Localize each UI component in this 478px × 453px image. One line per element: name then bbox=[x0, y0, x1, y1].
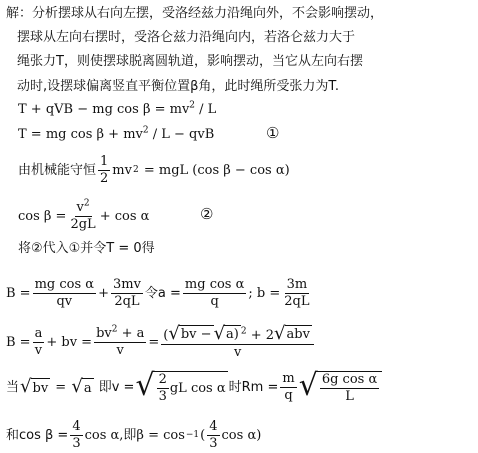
b2-frac-3-num: ( √ bv − √ a) $^2$ + 2 √ abv bbox=[161, 325, 314, 345]
sqrt-rm: √ $\frac{\text{6g cos α}}{L}$ bbox=[299, 371, 383, 403]
last-frac-1-num: 4 bbox=[72, 419, 81, 434]
b2-frac-3-den: v bbox=[233, 345, 242, 360]
b1-lhs: B = bbox=[6, 285, 31, 301]
cos-beta-denominator: 2gL bbox=[70, 216, 96, 232]
b1-frac-a-num: mg cos α bbox=[184, 277, 245, 292]
equation-1-exp: 2 bbox=[189, 100, 196, 111]
energy-equality: = mgL (cos β − cos α) bbox=[139, 162, 290, 178]
cos-beta-fraction bbox=[68, 198, 97, 232]
equation-2 bbox=[18, 125, 215, 142]
energy-conservation-label: 由机械能守恒 bbox=[18, 162, 97, 178]
equation-1-main: T + qVB − mg cos β = mv bbox=[18, 102, 190, 117]
equation-1 bbox=[18, 100, 217, 117]
last-tail: cos α) bbox=[221, 427, 262, 443]
energy-conservation-equation: 由机械能守恒 $\frac{1}{2}$ mv 2 = mgL (cos β − cos α) bbox=[18, 154, 290, 186]
b1-frac-b-num: 3m bbox=[286, 277, 308, 292]
last-frac-1 bbox=[70, 420, 82, 450]
b1-let: 令a = bbox=[144, 285, 181, 301]
minimum-condition-equation bbox=[6, 368, 382, 404]
b1-sep: ; b = bbox=[248, 285, 281, 301]
substitution-line: 将②代入①并令T = 0得 bbox=[18, 241, 155, 256]
b2-eq: = bbox=[148, 334, 160, 350]
b2-frac-1 bbox=[33, 327, 45, 357]
b1-frac-2-den: 2qL bbox=[114, 293, 140, 309]
cos-beta-numerator: $v^2$ bbox=[76, 198, 90, 215]
equation-mark-2: ② bbox=[200, 205, 214, 223]
rm-fraction bbox=[280, 372, 296, 402]
rm-den: q bbox=[284, 387, 293, 403]
b2-frac-1-num: a bbox=[34, 326, 43, 342]
last-frac-2-num: 4 bbox=[209, 419, 218, 434]
equation-2-tail: / L − qvB bbox=[148, 127, 215, 142]
b-equation-2 bbox=[6, 325, 315, 360]
b1-frac-a bbox=[183, 278, 246, 308]
text-line-3: 绳张力T，则使摆球脱离圆轨道，影响摆动，当它从左向右摆 bbox=[17, 54, 363, 69]
b1-frac-2 bbox=[111, 278, 143, 308]
last-mid: cos α,即β = cos bbox=[84, 427, 185, 443]
b1-frac-1-num: mg cos α bbox=[34, 277, 95, 292]
sqrt-velocity: √ $\frac{2}{3}$ gL cos α bbox=[135, 368, 226, 404]
last-frac-2 bbox=[207, 420, 219, 450]
b1-frac-1-den: qv bbox=[56, 293, 73, 309]
half-denominator: 2 bbox=[100, 170, 109, 186]
equation-2-main: T = mg cos β + mv bbox=[18, 127, 143, 142]
b2-mid: + bv = bbox=[46, 334, 93, 350]
sqrt-bv: √ bv bbox=[20, 376, 49, 398]
text-line-1: 解：分析摆球从右向左摆，受洛经兹力沿绳向外，不会影响摆动， bbox=[6, 6, 384, 21]
rm-num: m bbox=[282, 371, 295, 386]
when-eq: = bbox=[51, 379, 71, 395]
half-fraction bbox=[98, 155, 110, 185]
b1-plus: + bbox=[98, 285, 109, 301]
b1-frac-b-den: 2qL bbox=[284, 293, 310, 309]
half-numerator: 1 bbox=[100, 154, 109, 169]
text-line-2: 摆球从左向右摆时，受洛仑兹力沿绳向内，若洛仑兹力大于 bbox=[17, 30, 356, 45]
b2-frac-2 bbox=[94, 324, 146, 358]
equation-mark-1: ① bbox=[266, 124, 280, 142]
b-equation-1 bbox=[6, 278, 313, 308]
equation-2-exp: 2 bbox=[142, 125, 149, 136]
cos-beta-tail: + cos α bbox=[99, 208, 150, 224]
b2-frac-2-den: v bbox=[116, 342, 124, 358]
b2-frac-1-den: v bbox=[34, 342, 43, 358]
b1-frac-a-den: q bbox=[210, 293, 219, 309]
b2-lhs: B = bbox=[6, 334, 31, 350]
b1-frac-2-num: 3mv bbox=[112, 277, 141, 292]
last-frac-1-den: 3 bbox=[72, 435, 81, 451]
equation-1-tail: / L bbox=[195, 102, 217, 117]
last-frac-2-den: 3 bbox=[209, 435, 218, 451]
b1-frac-1 bbox=[33, 278, 96, 308]
last-open: ( bbox=[200, 427, 206, 443]
cos-beta-lhs: cos β = bbox=[18, 208, 67, 224]
when-rm: 时Rm = bbox=[228, 379, 279, 395]
b2-frac-2-num: $bv^2 + a$ bbox=[96, 324, 145, 342]
when-prefix: 当 bbox=[6, 379, 20, 395]
when-then: 即v = bbox=[94, 379, 135, 395]
energy-term: mv bbox=[112, 162, 132, 178]
final-angle-equation: 和cos β = $\frac{4}{3}$ cos α,即β = cos −1 ( $\frac{4}{3}$ cos α) bbox=[6, 419, 262, 451]
cos-beta-equation bbox=[18, 198, 150, 232]
b1-frac-b bbox=[282, 278, 311, 308]
sqrt-a: √ a bbox=[71, 376, 92, 398]
b2-frac-3 bbox=[161, 325, 314, 360]
text-line-4: 动时,设摆球偏离竖直平衡位置β角，此时绳所受张力为T. bbox=[17, 79, 339, 94]
last-prefix: 和cos β = bbox=[6, 427, 69, 443]
